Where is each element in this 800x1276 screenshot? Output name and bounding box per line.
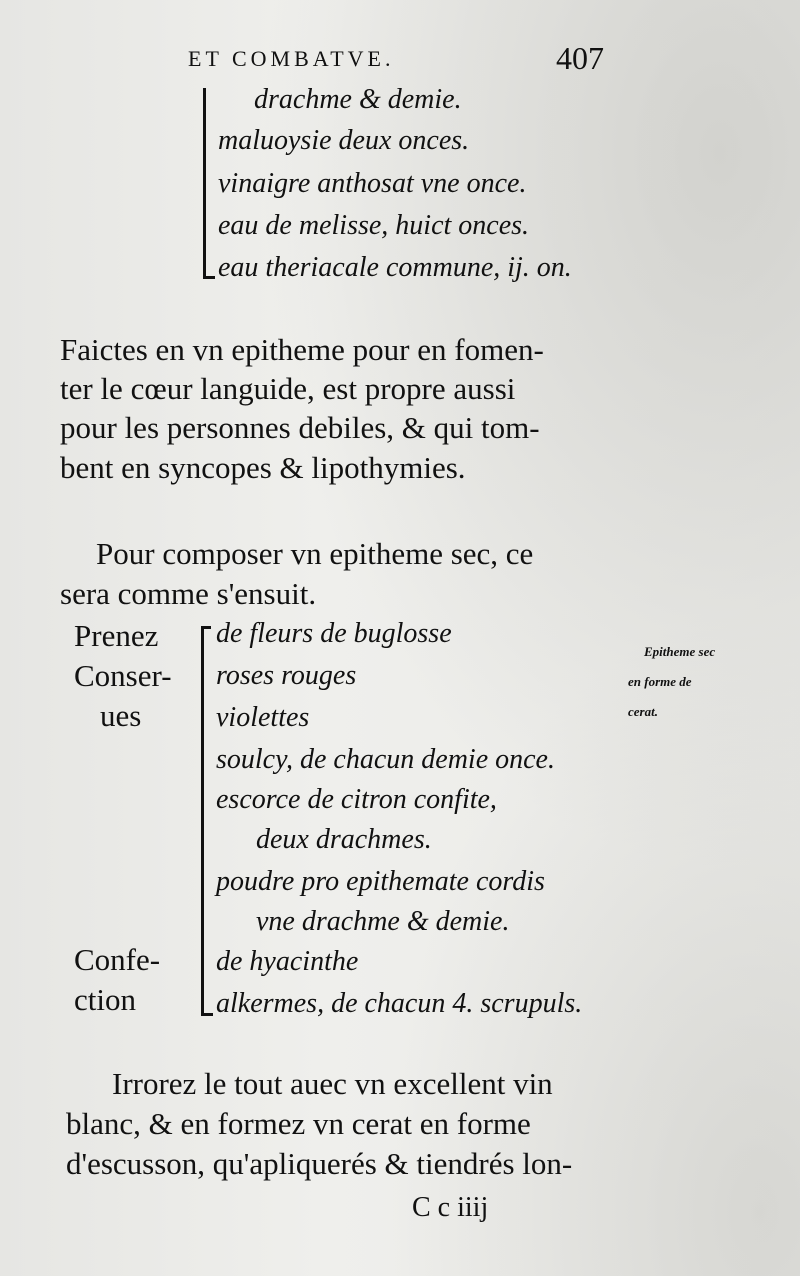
signature-mark: C c iiij <box>412 1192 489 1223</box>
recipe-line: deux drachmes. <box>256 824 432 855</box>
recipe-line: de hyacinthe <box>216 946 359 977</box>
recipe-line: de fleurs de buglosse <box>216 618 452 649</box>
top-recipe-brace-foot <box>203 276 215 279</box>
label-confection-1: Confe- <box>74 942 161 977</box>
bottom-recipe-brace <box>201 626 204 1016</box>
body-line: Irrorez le tout auec vn excellent vin <box>112 1066 553 1101</box>
label-conserues-2: ues <box>100 698 142 733</box>
recipe-line: eau theriacale commune, ij. on. <box>218 252 572 283</box>
recipe-line: vinaigre anthosat vne once. <box>218 168 527 199</box>
bottom-recipe-brace-foot <box>201 1013 213 1016</box>
recipe-line: escorce de citron confite, <box>216 784 497 815</box>
body-line: bent en syncopes & lipothymies. <box>60 450 466 485</box>
recipe-line: eau de melisse, huict onces. <box>218 210 530 241</box>
margin-note-line: Epitheme sec <box>644 644 716 659</box>
margin-note-line: cerat. <box>628 704 658 719</box>
page-number: 407 <box>556 40 604 76</box>
body-line: Faictes en vn epitheme pour en fomen- <box>60 332 544 367</box>
body-line: blanc, & en formez vn cerat en forme <box>66 1106 531 1141</box>
recipe-line: soulcy, de chacun demie once. <box>216 744 555 775</box>
label-confection-2: ction <box>74 982 136 1017</box>
top-recipe-brace <box>203 88 206 278</box>
margin-note-line: en forme de <box>628 674 692 689</box>
body-line: Pour composer vn epitheme sec, ce <box>96 536 534 571</box>
recipe-line: poudre pro epithemate cordis <box>216 866 545 897</box>
recipe-line: violettes <box>216 702 310 733</box>
bottom-recipe-brace-head <box>201 626 211 629</box>
body-line: ter le cœur languide, est propre aussi <box>60 371 516 406</box>
recipe-line: drachme & demie. <box>254 84 462 115</box>
label-prenez: Prenez <box>74 618 159 653</box>
body-line: sera comme s'ensuit. <box>60 576 317 611</box>
recipe-line: vne drachme & demie. <box>256 906 510 937</box>
recipe-line: maluoysie deux onces. <box>218 125 470 156</box>
running-title: ET COMBATVE. <box>188 46 395 71</box>
body-line: pour les personnes debiles, & qui tom- <box>60 410 540 445</box>
recipe-line: roses rouges <box>216 660 357 691</box>
label-conserues-1: Conser- <box>74 658 172 693</box>
body-line: d'escusson, qu'apliquerés & tiendrés lon- <box>66 1146 573 1181</box>
recipe-line: alkermes, de chacun 4. scrupuls. <box>216 988 583 1019</box>
